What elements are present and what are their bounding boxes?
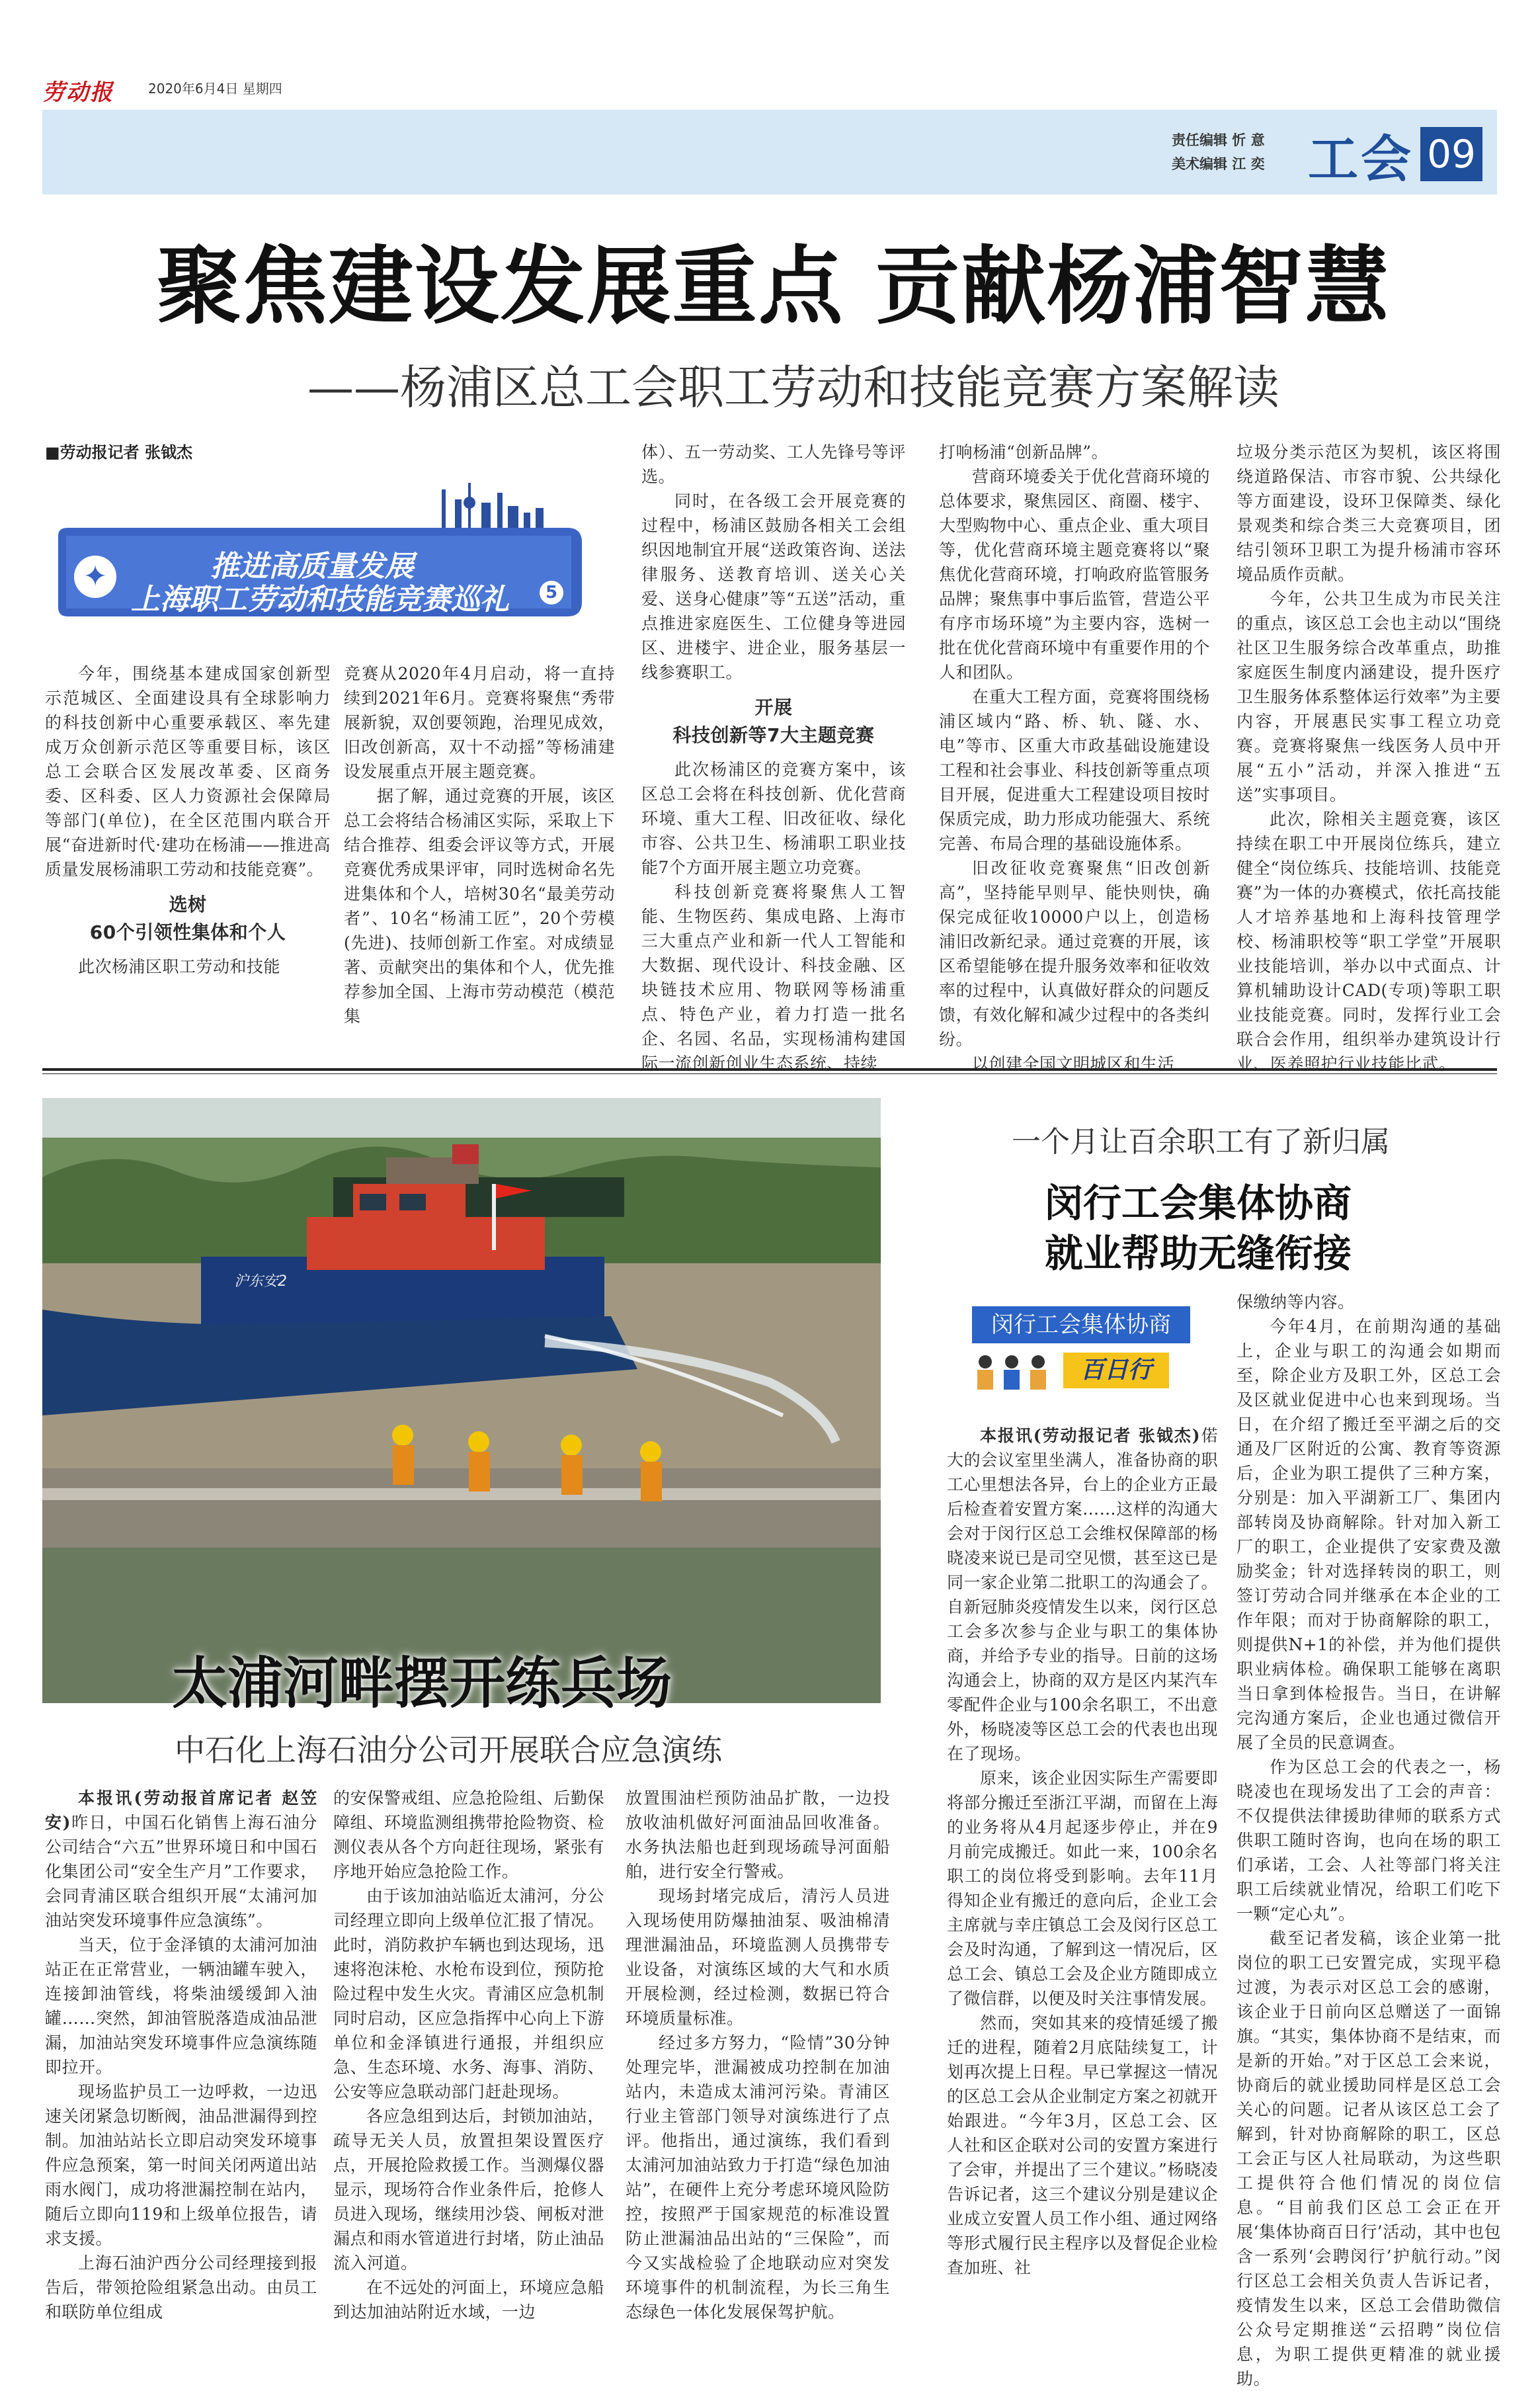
side-col1-p1: 偌大的会议室里坐满人，准备协商的职工心里想法各异，台上的企业方正最后检查着安置方案……这样的沟通大会对于闵行区总工会维权保障部的杨晓凌来说已是司空见惯，甚至这已是同一家企业第二批职工的沟通会了。自新冠肺炎疫情发生以来，闵行区总工会多次参与企业与职工的集体协商，并给予专业的指导。日前的这场沟通会上，协商的双方是区内某汽车零配件企业与100余名职工，不出意外，杨晓凌等区总工会的代表也出现在了现场。: [947, 1426, 1218, 1763]
wrench-icon: ✦: [74, 556, 116, 598]
lead-col4-p1: 打响杨浦“创新品牌”。: [939, 442, 1109, 462]
photo-story-subheadline: 中石化上海石油分公司开展联合应急演练: [175, 1732, 722, 1768]
lead-col3-p2: 同时，在各级工会开展竞赛的过程中，杨浦区鼓励各相关工会组织因地制宜开展“送政策咨询、送法律服务、送教育培训、送关心关爱、送身心健康”等“五送”活动，重点推进家庭医生、工位健身等进园区、进楼宇、进企业，服务基层一线参赛职工。: [641, 491, 906, 682]
lead-col5-p2: 今年，公共卫生成为市民关注的重点，该区总工会也主动以“围绕社区卫生服务综合改革重点，助推家庭医生制度内涵建设，提升医疗卫生服务体系整体运行效率”为主要内容，开展惠民实事工程立功竞赛。竞赛将聚焦一线医务人员中开展“五小”活动，并深入推进“五送”实事项目。: [1236, 589, 1501, 804]
side-story-headline-2: 就业帮助无缝衔接: [1045, 1231, 1352, 1276]
lead-headline: 聚焦建设发展重点 贡献杨浦智慧: [156, 237, 1391, 336]
banner-line2: 上海职工劳动和技能竞赛巡礼: [131, 583, 509, 616]
lead-col4-p4: 旧改征收竞赛聚焦“旧改创新高”，坚持能早则早、能快则快，确保完成征收10000户以上，创造杨浦旧改新纪录。通过竞赛的开展，该区希望能够在提升服务效率和征收效率的过程中，认真做好群众的问题反馈，有效化解和减少过程中的各类纠纷。: [939, 859, 1210, 1049]
side-col1-p2: 原来，该企业因实际生产需要即将部分搬迁至浙江平湖，而留在上海的业务将从4月起逐步停止，并在9月前完成搬迁。如此一来，100余名职工的岗位将受到影响。去年11月得知企业有搬迁的意向后，企业工会主席就与幸庄镇总工会及闵行区总工会及时沟通，了解到这一情况后，区总工会、镇总工会及企业方随即成立了微信群，以便及时关注事情发展。: [947, 1769, 1218, 2008]
banner-issue-number: 5: [540, 581, 563, 605]
header-band: [42, 110, 1497, 194]
side-col1-p3: 然而，突如其来的疫情延缓了搬迁的进程，随着2月底陆续复工，计划再次提上日程。早已掌握这一情况的区总工会从企业制定方案之初就开始跟进。“今年3月，区总工会、区人社和区企联对公司的安置方案进行了会审，并提出了三个建议。”杨晓凌告诉记者，这三个建议分别是建议企业成立安置人员工作小组、通过网络等形式履行民主程序以及督促企业检查加班、社: [947, 2013, 1218, 2277]
competition-banner: [45, 476, 594, 628]
lead-col4-p2: 营商环境委关于优化营商环境的总体要求，聚焦园区、商圈、楼宇、大型购物中心、重点企业、重大项目等，优化营商环境主题竞赛将以“聚焦优化营商环境，打响政府监管服务品牌；聚焦事中事后监管，营造公平有序市场环境”为主要内容，选树一批在优化营商环境中有重要作用的个人和团队。: [939, 467, 1210, 682]
side-story-kicker: 一个月让百余职工有了新归属: [1012, 1125, 1390, 1159]
side-story-headline-1: 闵行工会集体协商: [1045, 1181, 1352, 1226]
side-col2-p2: 今年4月，在前期沟通的基础上，企业与职工的沟通会如期而至，除企业方及职工外，区总工会及区就业促进中心也来到现场。当日，在介绍了搬迁至平湖之后的交通及厂区附近的公寓、教育等资源后，企业为职工提供了三种方案，分别是：加入平湖新工厂、集团内部转岗及协商解除。针对加入新工厂的职工，企业提供了安家费及激励奖金；针对选择转岗的职工，则签订劳动合同并继承在本企业的工作年限；而对于协商解除的职工，则提供N+1的补偿，并为他们提供职业病体检。确保职工能够在离职当日拿到体检报告。当日，在讲解完沟通方案后，企业也通过微信开展了全员的民意调查。: [1236, 1317, 1501, 1752]
lead-subheadline: ——杨浦区总工会职工劳动和技能竞赛方案解读: [307, 360, 1279, 415]
lead-column-5: [1236, 440, 1501, 1071]
lead-col2-p1: 竞赛从2020年4月启动，将一直持续到2021年6月。竞赛将聚焦“秀带展新貌，双创要领跑，治理见成效，旧改创新高，双十不动摇”等杨浦建设发展重点开展主题竞赛。: [344, 664, 615, 781]
side-story-column-2: [1236, 1290, 1501, 2388]
river-drill-illustration: [42, 1098, 881, 1703]
side-col2-p4: 截至记者发稿，该企业第一批岗位的职工已安置完成，实现平稳过渡，为表示对区总工会的感谢，该企业于日前向区总赠送了一面锦旗。“其实，集体协商不是结束，而是新的开始。”对于区总工会来说，协商后的就业援助同样是区总工会关心的问题。记者从该区总工会了解到，针对协商解除的职工，区总工会正与区人社局联动，为这些职工提供符合他们情况的岗位信息。“目前我们区总工会正在开展‘集体协商百日行’活动，其中也包含一系列‘会聘闵行’护航行动。”闵行区总工会相关负责人告诉记者，疫情发生以来，区总工会借助微信公众号定期推送“云招聘”岗位信息，为职工提供更精准的就业援助。: [1236, 1929, 1501, 2388]
drill-photo: [42, 1098, 881, 1703]
photo-col2-p1: 的安保警戒组、应急抢险组、后勤保障组、环境监测组携带抢险物资、检测仪表从各个方向赶往现场，紧张有序地开始应急抢险工作。: [333, 1788, 604, 1881]
lead-column-3: [641, 440, 906, 1071]
page-number: 09: [1420, 127, 1482, 181]
photo-col2-p3: 各应急组到达后，封锁加油站，疏导无关人员，放置担架设置医疗点，开展抢险救援工作。当测爆仪器显示，现场符合作业条件后，抢修人员进入现场，继续用沙袋、闸板对泄漏点和雨水管道进行封堵，防止油品流入河道。: [333, 2107, 604, 2273]
side-col2-p3: 作为区总工会的代表之一，杨晓凌也在现场发出了工会的声音：不仅提供法律援助律师的联系方式供职工随时咨询，也向在场的职工们承诺，工会、人社等部门将关注职工后续就业情况，给职工们吃下一颗“定心丸”。: [1236, 1757, 1501, 1923]
negotiation-campaign-logo: [952, 1300, 1203, 1399]
people-icon: [972, 1351, 1058, 1391]
lead-col4-p5: 以创建全国文明城区和生活: [972, 1054, 1175, 1073]
side-story-byline: 本报讯(劳动报记者 张钺杰): [980, 1426, 1201, 1445]
banner-line1: 推进高质量发展: [210, 550, 414, 583]
section-name: 工会: [1308, 130, 1414, 189]
editor-credit: 责任编辑 忻 意: [1172, 132, 1265, 148]
photo-col1-p2: 当天，位于金泽镇的太浦河加油站正在正常营业，一辆油罐车驶入，连接卸油管线，将柴油缓缓卸入油罐……突然，卸油管脱落造成油品泄漏，加油站突发环境事件应急演练随即拉开。: [45, 1935, 317, 2077]
section-divider: [42, 1068, 1497, 1074]
photo-col3-p1: 放置围油栏预防油品扩散，一边投放收油机做好河面油品回收准备。水务执法船也赶到现场疏导河面船舶，进行安全行警戒。: [626, 1788, 890, 1881]
photo-col1-p3: 现场监护员工一边呼救，一边迅速关闭紧急切断阀，油品泄漏得到控制。加油站站长立即启动突发环境事件应急预案，第一时间关闭两道出站雨水阀门，成功将泄漏控制在站内，随后立即向119和上级单位报告，请求支援。: [45, 2082, 317, 2248]
logo-subtitle: 百日行: [1063, 1353, 1169, 1388]
logo-title: 闵行工会集体协商: [972, 1306, 1190, 1343]
lead-col3-p1: 体）、五一劳动奖、工人先锋号等评选。: [641, 442, 906, 486]
lead-col1-p1: 今年，围绕基本建成国家创新型示范城区、全面建设具有全球影响力的科技创新中心重要承载区、率先建成万众创新示范区等重要目标，该区总工会联合区发展改革委、区商务委、区科委、区人力资源社会保障局等部门(单位)，在全区范围内联合开展“奋进新时代·建功在杨浦——推进高质量发展杨浦职工劳动和技能竞赛”。: [45, 664, 331, 879]
issue-date: 2020年6月4日 星期四: [148, 81, 282, 97]
lead-col3-p4: 科技创新竞赛将聚焦人工智能、生物医药、集成电路、上海市三大重点产业和新一代人工智能和大数据、现代设计、科技金融、区块链技术应用、物联网等杨浦重点、特色产业，着力打造一批名企、名园、名品，实现杨浦构建国际一流创新创业生态系统、持续: [641, 882, 906, 1073]
photo-story-column-2: [333, 1786, 604, 2328]
lead-column-1: [45, 661, 331, 1071]
lead-col4-p3: 在重大工程方面，竞赛将围绕杨浦区域内“路、桥、轨、隧、水、电”等市、区重大市政基础设施建设工程和社会事业、科技创新等重点项目开展，促进重大工程建设项目按时保质完成，助力形成功能强大、系统完善、布局合理的基础设施体系。: [939, 687, 1210, 853]
side-story-column-1: [947, 1423, 1218, 2328]
lead-column-2: [344, 661, 615, 1071]
lead-col3-p3: 此次杨浦区的竞赛方案中，该区总工会将在科技创新、优化营商环境、重大工程、旧改征收、绿化市容、公共卫生、杨浦职工职业技能7个方面开展主题立功竞赛。: [641, 760, 906, 877]
boat-name: 沪东安2: [234, 1273, 287, 1290]
lead-col1-p2: 此次杨浦区职工劳动和技能: [78, 957, 281, 976]
photo-col2-p4: 在不远处的河面上，环境应急船到达加油站附近水域，一边: [333, 2278, 604, 2322]
lead-col5-p1: 垃圾分类示范区为契机，该区将围绕道路保洁、市容市貌、公共绿化等方面建设，设环卫保障类、绿化景观类和综合类三大竞赛项目，团结引领环卫职工为提升杨浦市容环境品质作贡献。: [1236, 442, 1501, 584]
lead-col5-p3: 此次，除相关主题竞赛，该区持续在职工中开展岗位练兵，建立健全“岗位练兵、技能培训、技能竞赛”为一体的办赛模式，依托高技能人才培养基地和上海科技管理学校、杨浦职校等“职工学堂”开展职业技能培训，举办以中式面点、计算机辅助设计CAD(专项)等职工职业技能竞赛。同时，发挥行业工会联合会作用，组织举办建筑设计行业、医养照护行业技能比武。: [1236, 810, 1501, 1073]
photo-col3-p3: 经过多方努力，“险情”30分钟处理完毕，泄漏被成功控制在加油站内，未造成太浦河污染。青浦区行业主管部门领导对演练进行了点评。他指出，通过演练，我们看到太浦河加油站致力于打造“绿色加油站”，在硬件上充分考虑环境风险防控，按照严于国家规范的标准设置防止泄漏油品出站的“三保险”，而今又实战检验了企地联动应对突发环境事件的机制流程，为长三角生态绿色一体化发展保驾护航。: [626, 2033, 890, 2322]
side-col2-p1: 保缴纳等内容。: [1236, 1292, 1355, 1312]
photo-col1-p4: 上海石油沪西分公司经理接到报告后，带领抢险组紧急出动。由员工和联防单位组成: [45, 2253, 317, 2322]
photo-story-byline: 本报讯(劳动报首席记者 赵笠安): [45, 1788, 317, 1832]
art-editor-credit: 美术编辑 江 奕: [1172, 156, 1265, 172]
photo-story-column-1: [45, 1786, 317, 2328]
photo-col2-p2: 由于该加油站临近太浦河，分公司经理立即向上级单位汇报了情况。此时，消防救护车辆也到达现场，迅速将泡沫枪、水枪布设到位，预防抢险过程中发生火灾。青浦区应急机制同时启动，区应急指挥中心向上下游单位和金泽镇进行通报，并组织应急、生态环境、水务、海事、消防、公安等应急联动部门赶赴现场。: [333, 1886, 604, 2101]
photo-col1-p1: 昨日，中国石化销售上海石油分公司结合“六五”世界环境日和中国石化集团公司“安全生产月”工作要求，会同青浦区联合组织开展“太浦河加油站突发环境事件应急演练”。: [45, 1813, 317, 1930]
lead-col1-subhead: 选树 60个引领性集体和个人: [89, 894, 286, 943]
lead-col2-p2: 据了解，通过竞赛的开展，该区总工会将结合杨浦区实际，采取上下结合推荐、组委会评议等方式，开展竞赛优秀成果评审，同时选树命名先进集体和个人，培树30名“最美劳动者”、10名“杨浦工匠”，20个劳模(先进)、技师创新工作室。对成绩显著、贡献突出的集体和个人，优先推荐参加全国、上海市劳动模范（模范集: [344, 786, 615, 1026]
photo-story-headline: 太浦河畔摆开练兵场: [172, 1651, 672, 1716]
masthead-logo: 劳动报: [42, 79, 114, 106]
photo-story-column-3: [626, 1786, 890, 2328]
lead-byline: ■劳动报记者 张钺杰: [45, 443, 193, 462]
photo-col3-p2: 现场封堵完成后，清污人员进入现场使用防爆抽油泵、吸油棉清理泄漏油品，环境监测人员携带专业设备，对演练区域的大气和水质开展检测，经过检测，数据已符合环境质量标准。: [626, 1886, 890, 2028]
lead-column-4: [939, 440, 1210, 1071]
lead-col3-subhead: 开展 科技创新等7大主题竞赛: [672, 696, 875, 746]
